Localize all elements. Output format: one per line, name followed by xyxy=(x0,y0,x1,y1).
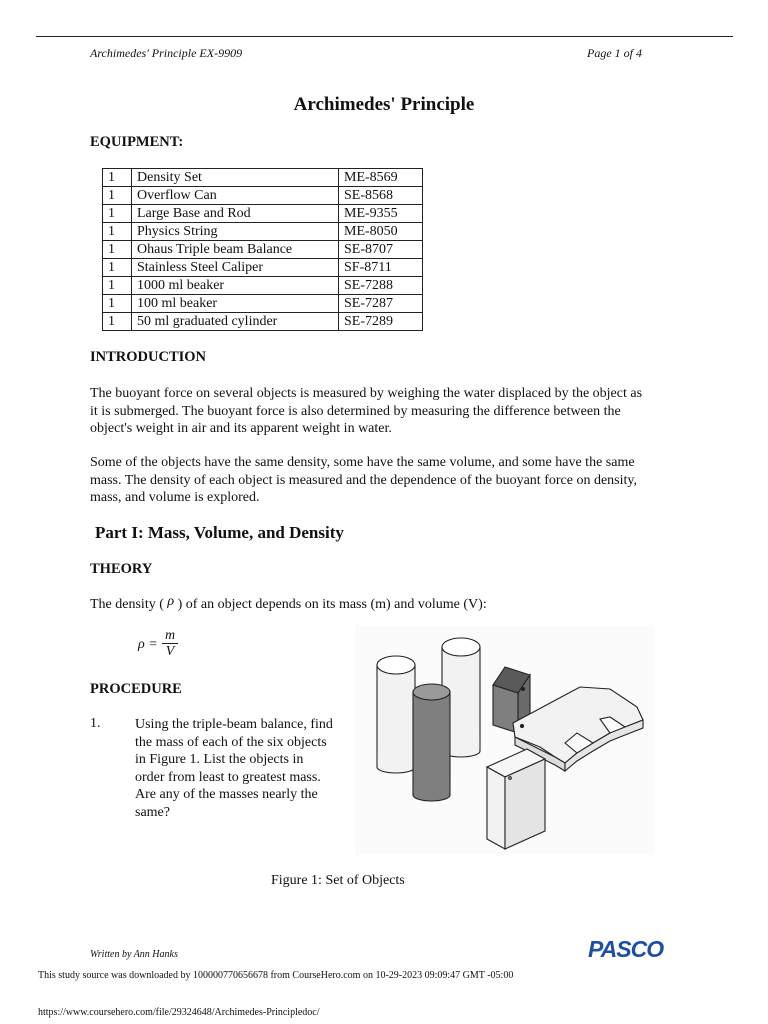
equipment-qty: 1 xyxy=(103,205,132,223)
theory-text-end: ) of an object depends on its mass (m) and volume (V): xyxy=(177,597,487,612)
document-title: Archimedes' Principle xyxy=(293,94,475,115)
light-cylinder-left xyxy=(377,656,415,773)
equipment-item: 100 ml beaker xyxy=(132,295,339,313)
equipment-row xyxy=(103,259,423,277)
equipment-item: Ohaus Triple beam Balance xyxy=(132,241,339,259)
equipment-item: 50 ml graduated cylinder xyxy=(132,313,339,331)
light-large-block xyxy=(487,749,545,849)
text-line: Some of the objects have the same density, some have the same volume, and some have the same xyxy=(90,455,635,470)
equipment-part-number: ME-8050 xyxy=(339,223,423,241)
procedure-heading: PROCEDURE xyxy=(90,681,182,697)
equipment-qty: 1 xyxy=(103,241,132,259)
equipment-qty: 1 xyxy=(103,313,132,331)
equipment-part-number: SE-7288 xyxy=(339,277,423,295)
equipment-part-number: ME-8569 xyxy=(339,169,423,187)
text-line: it is submerged. The buoyant force is also determined by measuring the difference between the xyxy=(90,403,621,419)
part1-heading: Part I: Mass, Volume, and Density xyxy=(95,523,344,542)
header-rule xyxy=(36,36,733,37)
equipment-row xyxy=(103,313,423,331)
equipment-part-number: SE-8707 xyxy=(339,241,423,259)
formula-numerator: m xyxy=(164,628,176,643)
equipment-item: Density Set xyxy=(132,169,339,187)
equipment-row xyxy=(103,277,423,295)
equipment-part-number: SE-8568 xyxy=(339,187,423,205)
author-credit: Written by Ann Hanks xyxy=(90,949,178,960)
equipment-table xyxy=(102,168,423,331)
equipment-qty: 1 xyxy=(103,259,132,277)
text-line: mass, and volume is explored. xyxy=(90,490,260,505)
header-doc-id: Archimedes' Principle EX-9909 xyxy=(90,46,243,60)
equipment-part-number: SE-7289 xyxy=(339,313,423,331)
figure-caption: Figure 1: Set of Objects xyxy=(271,873,405,888)
pasco-logo: PASCO xyxy=(588,936,664,962)
equipment-qty: 1 xyxy=(103,295,132,313)
text-line: Using the triple-beam balance, find xyxy=(135,717,333,732)
text-line: in Figure 1. List the objects in xyxy=(135,752,304,767)
text-line: same? xyxy=(135,804,170,820)
formula-denominator: V xyxy=(165,644,175,659)
text-line: The buoyant force on several objects is measured by weighing the water displaced by the object as xyxy=(90,386,643,401)
theory-sentence xyxy=(90,596,690,614)
equipment-item: 1000 ml beaker xyxy=(132,277,339,295)
equipment-part-number: SE-7287 xyxy=(339,295,423,313)
theory-heading: THEORY xyxy=(90,561,153,577)
equipment-qty: 1 xyxy=(103,277,132,295)
equipment-item: Physics String xyxy=(132,223,339,241)
equipment-row xyxy=(103,205,423,223)
equipment-item: Stainless Steel Caliper xyxy=(132,259,339,277)
equipment-qty: 1 xyxy=(103,187,132,205)
equipment-part-number: ME-9355 xyxy=(339,205,423,223)
step-number: 1. xyxy=(90,716,101,731)
equipment-row xyxy=(103,295,423,313)
objects-figure xyxy=(355,625,655,855)
rho-symbol: ρ xyxy=(167,594,175,609)
download-source-line: This study source was downloaded by 100000770656678 from CourseHero.com on 10-29-2023 09:09:47 GMT -05:00 xyxy=(38,970,514,981)
introduction-heading: INTRODUCTION xyxy=(90,349,207,365)
equipment-item: Large Base and Rod xyxy=(132,205,339,223)
equipment-heading: EQUIPMENT: xyxy=(90,134,184,150)
dark-cylinder xyxy=(413,684,450,801)
equipment-row xyxy=(103,169,423,187)
equipment-row xyxy=(103,241,423,259)
equipment-item: Overflow Can xyxy=(132,187,339,205)
text-line: the mass of each of the six objects xyxy=(135,734,327,750)
equipment-part-number: SF-8711 xyxy=(339,259,423,277)
introduction-paragraph-1 xyxy=(90,385,690,438)
formula-lhs: ρ = xyxy=(138,637,158,652)
theory-text-start: The density ( xyxy=(90,597,164,612)
formula-fraction xyxy=(160,628,180,659)
text-line: object's weight in air and its apparent weight in water. xyxy=(90,421,392,436)
equipment-row xyxy=(103,223,423,241)
introduction-paragraph-2 xyxy=(90,454,690,507)
equipment-qty: 1 xyxy=(103,223,132,241)
text-line: Are any of the masses nearly the xyxy=(135,787,318,802)
equipment-qty: 1 xyxy=(103,169,132,187)
procedure-step-1 xyxy=(135,716,355,821)
equipment-row xyxy=(103,187,423,205)
text-line: order from least to greatest mass. xyxy=(135,769,321,785)
text-line: mass. The density of each object is measured and the dependence of the buoyant force on density, xyxy=(90,472,637,488)
source-url: https://www.coursehero.com/file/29324648/Archimedes-Principledoc/ xyxy=(38,1007,320,1018)
header-page-number: Page 1 of 4 xyxy=(587,46,642,60)
